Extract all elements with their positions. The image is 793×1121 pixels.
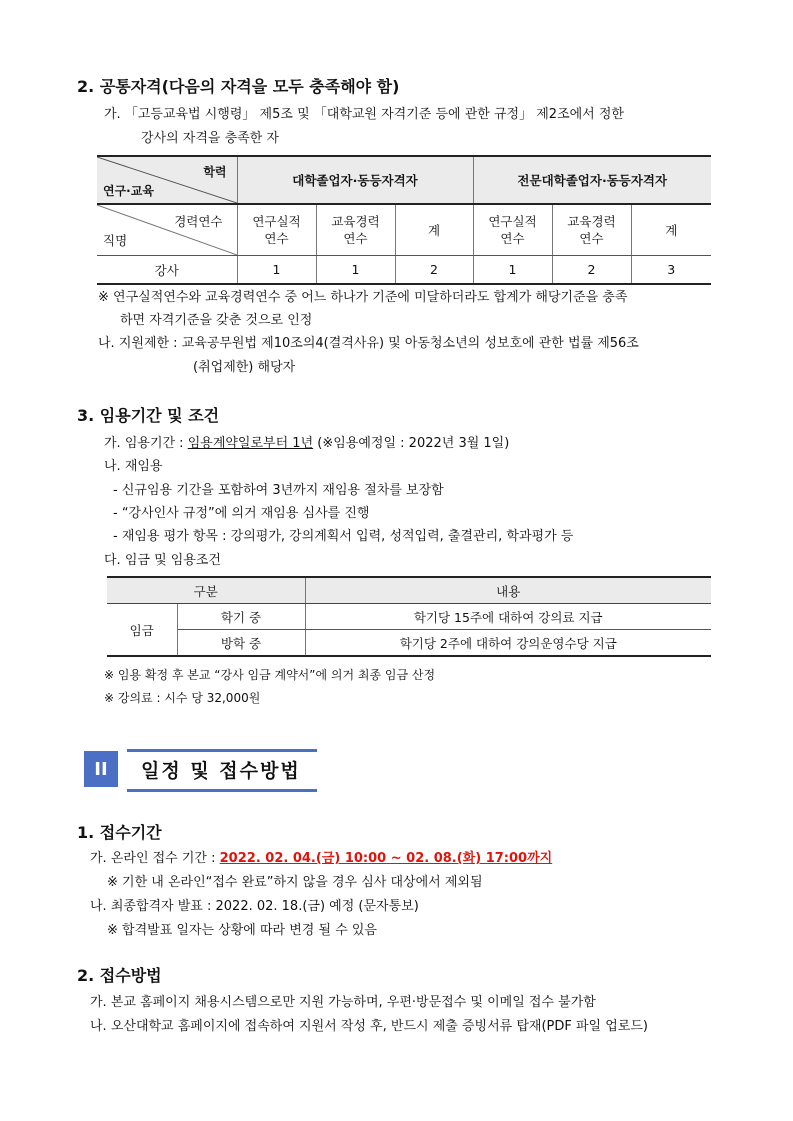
online-reception-label: 가. 온라인 접수 기간 : bbox=[90, 851, 220, 866]
reception-period-title: 1. 접수기간 bbox=[77, 823, 162, 842]
table-cell: 1 bbox=[473, 256, 552, 285]
announcement-note: ※ 합격발표 일자는 상황에 따라 변경 될 수 있음 bbox=[107, 923, 377, 938]
row-group-wage: 임금 bbox=[107, 604, 177, 657]
col-teaching-years: 교육경력 연수 bbox=[331, 214, 380, 246]
reception-method-title: 2. 접수방법 bbox=[77, 966, 162, 985]
term-item-da: 다. 임금 및 임용조건 bbox=[104, 553, 221, 568]
qual-item-ga: 가. 「고등교육법 시행령」 제5조 및 「대학교원 자격기준 등에 관한 규정」 제2조에서 정한 bbox=[104, 107, 624, 122]
table-cell: 3 bbox=[631, 256, 711, 285]
table-cell: 1 bbox=[316, 256, 395, 285]
wage-note: ※ 임용 확정 후 본교 “강사 임금 계약서”에 의거 최종 임금 산정 bbox=[104, 668, 436, 682]
row-content: 학기당 15주에 대하여 강의료 지급 bbox=[305, 604, 711, 630]
table-cell: 1 bbox=[237, 256, 316, 285]
qualification-table bbox=[97, 155, 711, 285]
qual-note: ※ 연구실적연수와 교육경력연수 중 어느 하나가 기준에 미달하더라도 합계가 해당기준을 충족 bbox=[98, 290, 628, 305]
diag-label-bottom: 연구·교육 bbox=[103, 184, 154, 198]
header-content: 내용 bbox=[305, 577, 711, 604]
col-research-years: 연구실적 연수 bbox=[252, 214, 301, 246]
term-period: 임용계약일로부터 1년 bbox=[187, 436, 314, 451]
group-header-university: 대학졸업자·동등자격자 bbox=[237, 156, 473, 204]
diag-label-top: 학력 bbox=[203, 165, 227, 179]
reception-method-ga: 가. 본교 홈페이지 채용시스템으로만 지원 가능하며, 우편·방문접수 및 이메일 접수 불가함 bbox=[90, 995, 596, 1010]
section-title: 일정 및 접수방법 bbox=[141, 760, 301, 782]
reappointment-bullet: - 재임용 평가 항목 : 강의평가, 강의계획서 입력, 성적입력, 출결관리, 학과평가 등 bbox=[113, 529, 574, 544]
col-teaching-years: 교육경력 연수 bbox=[567, 214, 616, 246]
qual-note-cont: 하면 자격기준을 갖춘 것으로 인정 bbox=[120, 313, 313, 328]
row-content: 학기당 2주에 대하여 강의운영수당 지급 bbox=[305, 630, 711, 657]
section-number-badge: II bbox=[84, 751, 118, 787]
final-announcement: 나. 최종합격자 발표 : 2022. 02. 18.(금) 예정 (문자통보) bbox=[90, 899, 419, 914]
reappointment-bullet: - “강사인사 규정”에 의거 재임용 심사를 진행 bbox=[113, 506, 370, 521]
table-row bbox=[107, 604, 711, 630]
row-label: 강사 bbox=[97, 256, 237, 285]
reappointment-bullet: - 신규임용 기간을 포함하여 3년까지 재임용 절차를 보장함 bbox=[113, 483, 444, 498]
section-2-title: 2. 공통자격(다음의 자격을 모두 충족해야 함) bbox=[77, 77, 400, 96]
section-rule-top bbox=[127, 749, 317, 752]
header-category: 구분 bbox=[107, 577, 305, 604]
diag-label-top: 경력연수 bbox=[174, 214, 223, 229]
section-rule-bottom bbox=[127, 789, 317, 792]
term-label: 가. 임용기간 : bbox=[104, 436, 188, 451]
row-label: 학기 중 bbox=[177, 604, 305, 630]
group-header-college: 전문대학졸업자·동등자격자 bbox=[473, 156, 711, 204]
term-start-date: (※임용예정일 : 2022년 3월 1일) bbox=[313, 436, 510, 451]
qual-item-ga-cont: 강사의 자격을 충족한 자 bbox=[141, 131, 279, 146]
reception-note: ※ 기한 내 온라인“접수 완료”하지 않을 경우 심사 대상에서 제외됨 bbox=[107, 875, 483, 890]
table-row bbox=[97, 256, 711, 285]
col-total: 계 bbox=[631, 204, 711, 256]
qual-item-na-cont: (취업제한) 해당자 bbox=[193, 360, 296, 375]
row-label: 방학 중 bbox=[177, 630, 305, 657]
online-reception-period bbox=[90, 847, 552, 866]
table-cell: 2 bbox=[552, 256, 631, 285]
online-reception-dates: 2022. 02. 04.(금) 10:00 ~ 02. 08.(화) 17:00까지 bbox=[219, 851, 553, 866]
col-total: 계 bbox=[395, 204, 473, 256]
table-cell: 2 bbox=[395, 256, 473, 285]
wage-table bbox=[107, 576, 711, 657]
section-3-title: 3. 임용기간 및 조건 bbox=[77, 406, 220, 425]
diag-subheader-cell bbox=[97, 204, 237, 256]
qual-item-na: 나. 지원제한 : 교육공무원법 제10조의4(결격사유) 및 아동청소년의 성보호에 관한 법률 제56조 bbox=[98, 336, 639, 351]
term-item-ga bbox=[104, 432, 509, 451]
reception-method-na: 나. 오산대학교 홈페이지에 접속하여 지원서 작성 후, 반드시 제출 증빙서류 탑재(PDF 파일 업로드) bbox=[90, 1019, 648, 1034]
lecture-fee-note: ※ 강의료 : 시수 당 32,000원 bbox=[104, 691, 261, 705]
col-research-years: 연구실적 연수 bbox=[488, 214, 537, 246]
term-item-na: 나. 재임용 bbox=[104, 459, 163, 474]
diag-header-cell bbox=[97, 156, 237, 204]
table-row bbox=[107, 630, 711, 657]
diag-label-bottom: 직명 bbox=[103, 233, 128, 248]
